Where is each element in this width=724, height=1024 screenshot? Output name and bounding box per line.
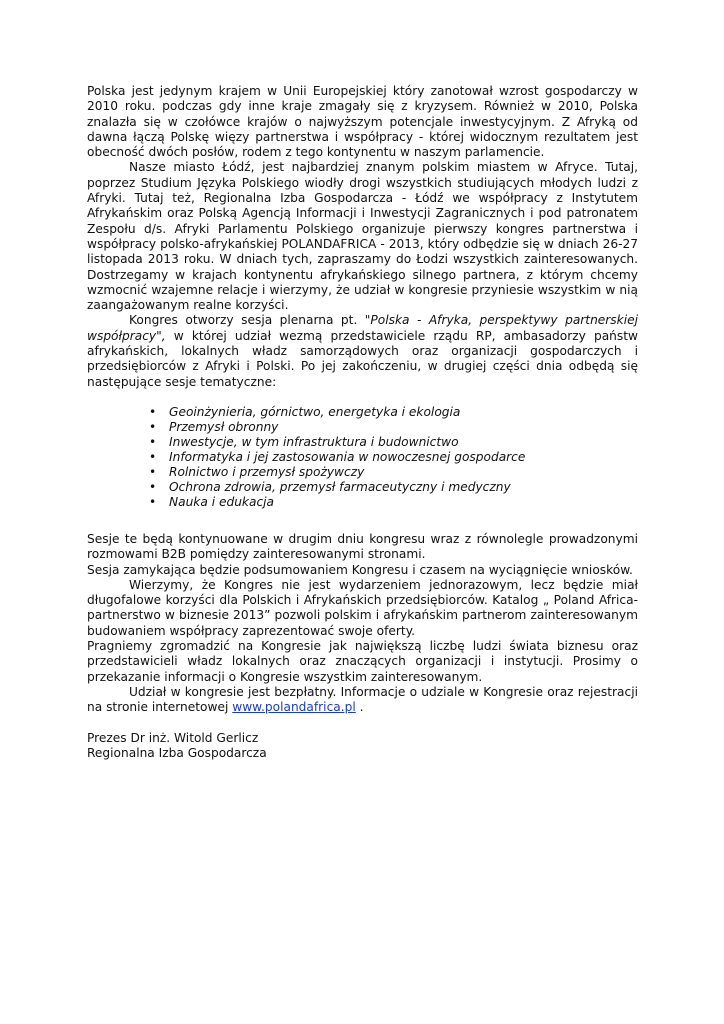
list-item bbox=[149, 404, 638, 420]
paragraph-intro: Polska jest jedynym krajem w Unii Europejskiej który zanotował wzrost gospodarczy w 2010 roku. podczas gdy inne kraje zmagały się z kryzysem. Również w 2010, Polska znalazła się w czołówce krajów o najwyższym potencjale inwestycyjnym. Z Afryką od dawna łączą Polskę więzy partnerstwa i współpracy - której widocznym rezultatem jest obecność dwóch posłów, rodem z tego kontynentu w naszym parlamencie. bbox=[87, 84, 638, 160]
spacer bbox=[87, 716, 638, 731]
signature-name: Prezes Dr inż. Witold Gerlicz bbox=[87, 730, 259, 745]
topic-label: Ochrona zdrowia, przemysł farmaceutyczny i medyczny bbox=[169, 479, 511, 494]
paragraph-closing-session: Sesja zamykająca będzie podsumowaniem Kongresu i czasem na wyciągnięcie wniosków. bbox=[87, 562, 633, 577]
paragraph-invitation: Pragniemy zgromadzić na Kongresie jak największą liczbę ludzi świata biznesu oraz przedstawicieli władz lokalnych oraz znaczących organizacji i instytucji. Prosimy o przekazanie informacji o Kongresie wszystkim zainteresowanym. bbox=[87, 639, 638, 684]
bullet-icon: • bbox=[149, 434, 157, 449]
bullet-icon: • bbox=[149, 479, 157, 494]
bullet-icon: • bbox=[149, 464, 157, 479]
spacer bbox=[87, 390, 638, 405]
signature-organization: Regionalna Izba Gospodarcza bbox=[87, 745, 267, 760]
topic-label: Informatyka i jej zastosowania w nowoczesnej gospodarce bbox=[169, 449, 526, 464]
paragraph-registration-before: Udział w kongresie jest bezpłatny. Informacje o udziale w Kongresie oraz rejestracji na stronie internetowej bbox=[87, 684, 638, 715]
paragraph-lodz: Nasze miasto Łódź, jest najbardziej znanym polskim miastem w Afryce. Tutaj, poprzez Studium Języka Polskiego wiodły drogi wszystkich studiujących młodych ludzi z Afryki. Tutaj też, Regionalna Izba Gospodarcza - Łódź we współpracy z Instytutem Afrykańskim oraz Polską Agencją Informacji i Inwestycji Zagranicznych i pod patronatem Zespołu d/s. Afryki Parlamentu Polskiego organizuje pierwszy kongres partnerstwa i współpracy polsko-afrykańskiej POLANDAFRICA - 2013, który odbędzie się w dniach 26-27 listopada 2013 roku. W dniach tych, zapraszamy do Łodzi wszystkich zainteresowanych. Dostrzegamy w krajach kontynentu afrykańskiego silnego partnera, z którym chcemy wzmocnić wzajemne relacje i wierzymy, że udział w kongresie przyniesie wszystkim w nią zaangażowanym realne korzyści. bbox=[87, 160, 638, 313]
topics-list bbox=[87, 405, 638, 510]
paragraph-catalog: Wierzymy, że Kongres nie jest wydarzeniem jednorazowym, lecz będzie miał długofalowe korzyści dla Polskich i Afrykańskich przedsiębiorców. Katalog „ Poland Africa- partnerstwo w biznesie 2013” pozwoli polskim i afrykańskim partnerom zainteresowanym budowaniem współpracy zaprezentować swoje oferty. bbox=[87, 577, 638, 638]
topic-label: Nauka i edukacja bbox=[169, 494, 275, 509]
document-page bbox=[87, 84, 638, 761]
bullet-icon: • bbox=[149, 449, 157, 464]
bullet-icon: • bbox=[149, 419, 157, 434]
list-item bbox=[149, 464, 638, 480]
paragraph-registration bbox=[87, 685, 638, 716]
list-item bbox=[149, 434, 638, 450]
topic-label: Przemysł obronny bbox=[169, 419, 279, 434]
topic-label: Inwestycje, w tym infrastruktura i budownictwo bbox=[169, 434, 459, 449]
list-item bbox=[149, 449, 638, 465]
bullet-icon: • bbox=[149, 404, 157, 419]
topic-label: Geoinżynieria, górnictwo, energetyka i ekologia bbox=[169, 404, 461, 419]
paragraph-b2b: Sesje te będą kontynuowane w drugim dniu kongresu wraz z równolegle prowadzonymi rozmowami B2B pomiędzy zainteresowanymi stronami. bbox=[87, 531, 638, 562]
paragraph-congress bbox=[87, 313, 638, 389]
paragraph-congress-before: Kongres otworzy sesja plenarna pt. bbox=[129, 313, 365, 328]
plenary-session-title: "Polska - Afryka, perspektywy partnerskiej współpracy", bbox=[87, 313, 638, 343]
paragraph-congress-after: w której udział wezmą przedstawiciele rządu RP, ambasadorzy państw afrykańskich, lokalnych władz samorządowych oraz organizacji gospodarczych i przedsiębiorców z Afryki i Polski. Po jej zakończeniu, w drugiej części dnia odbędą się następujące sesje tematyczne: bbox=[87, 328, 638, 389]
website-link[interactable]: www.polandafrica.pl bbox=[232, 700, 356, 715]
paragraph-registration-after: . bbox=[355, 700, 364, 715]
list-item bbox=[149, 479, 638, 495]
topic-label: Rolnictwo i przemysł spożywczy bbox=[169, 464, 365, 479]
bullet-icon: • bbox=[149, 494, 157, 509]
list-item bbox=[149, 494, 638, 510]
spacer bbox=[87, 510, 638, 532]
list-item bbox=[149, 419, 638, 435]
